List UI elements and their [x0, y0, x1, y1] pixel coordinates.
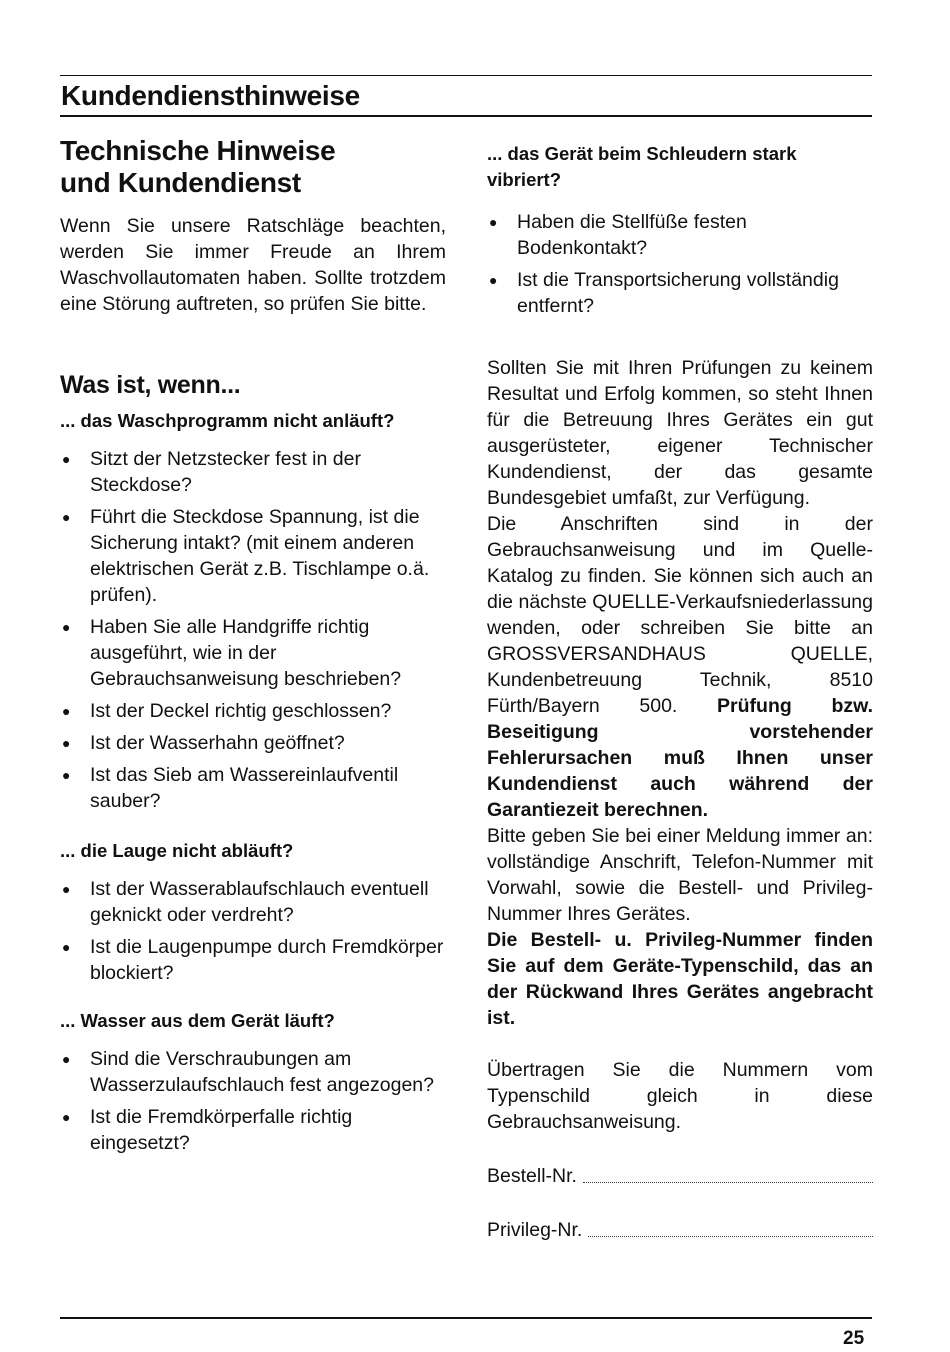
report-paragraph: Bitte geben Sie bei einer Meldung immer an: vollständige Anschrift, Telefon-Nummer mit Vorwahl, sowie die Bestell- und Privileg-Nummer Ihres Gerätes. [487, 825, 873, 925]
privileg-number-label: Privileg-Nr. [487, 1219, 583, 1241]
question-vibration: ... das Gerät beim Schleudern stark vibriert? [487, 143, 797, 190]
list-item: ● Haben die Stellfüße festen Bodenkontakt? [487, 209, 873, 261]
bottom-rule [60, 1317, 872, 1319]
page-heading: Kundendiensthinweise [61, 80, 360, 111]
list-item: ● Führt die Steckdose Spannung, ist die Sicherung intakt? (mit einem anderen elektrischen Gerät z.B. Tischlampe o.ä. prüfen). [60, 504, 446, 608]
list-item: ● Sitzt der Netzstecker fest in der Steckdose? [60, 446, 446, 498]
what-if-title: Was ist, wenn... [60, 371, 241, 399]
intro-paragraph: Wenn Sie unsere Ratschläge beachten, werden Sie immer Freude an Ihrem Waschvollautomaten haben. Sollte trotzdem eine Störung auftreten, so prüfen Sie bitte. [60, 215, 446, 315]
question-leak: ... Wasser aus dem Gerät läuft? [60, 1010, 335, 1031]
question-drain: ... die Lauge nicht abläuft? [60, 840, 294, 861]
section-title [60, 135, 446, 199]
list-item: ● Ist das Sieb am Wassereinlaufventil sauber? [60, 762, 446, 814]
transfer-paragraph: Übertragen Sie die Nummern vom Typenschild gleich in diese Gebrauchsanweisung. [487, 1059, 873, 1133]
privileg-number-line[interactable] [588, 1236, 873, 1237]
list-item: ● Haben Sie alle Handgriffe richtig ausgeführt, wie in der Gebrauchsanweisung beschrieben? [60, 614, 446, 692]
header-rule [60, 115, 872, 117]
list-item: ● Ist der Wasserablaufschlauch eventuell geknickt oder verdreht? [60, 876, 446, 928]
nameplate-notice: Die Bestell- u. Privileg-Nummer finden Sie auf dem Geräte-Typenschild, das an der Rückwand Ihres Gerätes angebracht ist. [487, 929, 873, 1029]
address-paragraph [487, 511, 873, 823]
warranty-notice: Prüfung bzw. Beseitigung vorstehender Fehlerursachen muß Ihnen unser Kundendienst auch während der Garantiezeit berechnen. [487, 695, 873, 821]
checklist-vibration [487, 209, 873, 319]
question-program: ... das Waschprogramm nicht anläuft? [60, 410, 395, 431]
list-item: ● Sind die Verschraubungen am Wasserzulaufschlauch fest angezogen? [60, 1046, 446, 1098]
order-number-label: Bestell-Nr. [487, 1165, 577, 1187]
right-column [487, 135, 873, 1243]
service-paragraph: Sollten Sie mit Ihren Prüfungen zu keinem Resultat und Erfolg kommen, so steht Ihnen für die Betreuung Ihres Gerätes ein gut ausgerüsteter, eigener Technischer Kundendienst, der das gesamte Bundesgebiet umfaßt, zur Verfügung. [487, 357, 873, 509]
order-number-line[interactable] [583, 1182, 873, 1183]
checklist-leak [60, 1046, 446, 1156]
left-column [60, 135, 446, 1162]
order-number-field [487, 1163, 873, 1189]
address-text: Die Anschriften sind in der Gebrauchsanweisung und im Quelle-Katalog zu finden. Sie können sich auch an die nächste QUELLE-Verkaufsniederlassung wenden, oder schreiben Sie bitte an GROSSVERSANDHAUS QUELLE, Kundenbetreuung Technik, 8510 Fürth/Bayern 500. [487, 513, 873, 717]
checklist-program [60, 446, 446, 814]
privileg-number-field [487, 1217, 873, 1243]
page-number: 25 [843, 1328, 865, 1349]
list-item: ● Ist die Laugenpumpe durch Fremdkörper blockiert? [60, 934, 446, 986]
section-title-line1: Technische Hinweise [60, 135, 336, 166]
list-item: ● Ist die Fremdkörperfalle richtig eingesetzt? [60, 1104, 446, 1156]
checklist-drain [60, 876, 446, 986]
list-item: ● Ist die Transportsicherung vollständig entfernt? [487, 267, 873, 319]
section-title-line2: und Kundendienst [60, 167, 301, 198]
top-rule [60, 75, 872, 76]
list-item: ● Ist der Deckel richtig geschlossen? [60, 698, 446, 724]
list-item: ● Ist der Wasserhahn geöffnet? [60, 730, 446, 756]
